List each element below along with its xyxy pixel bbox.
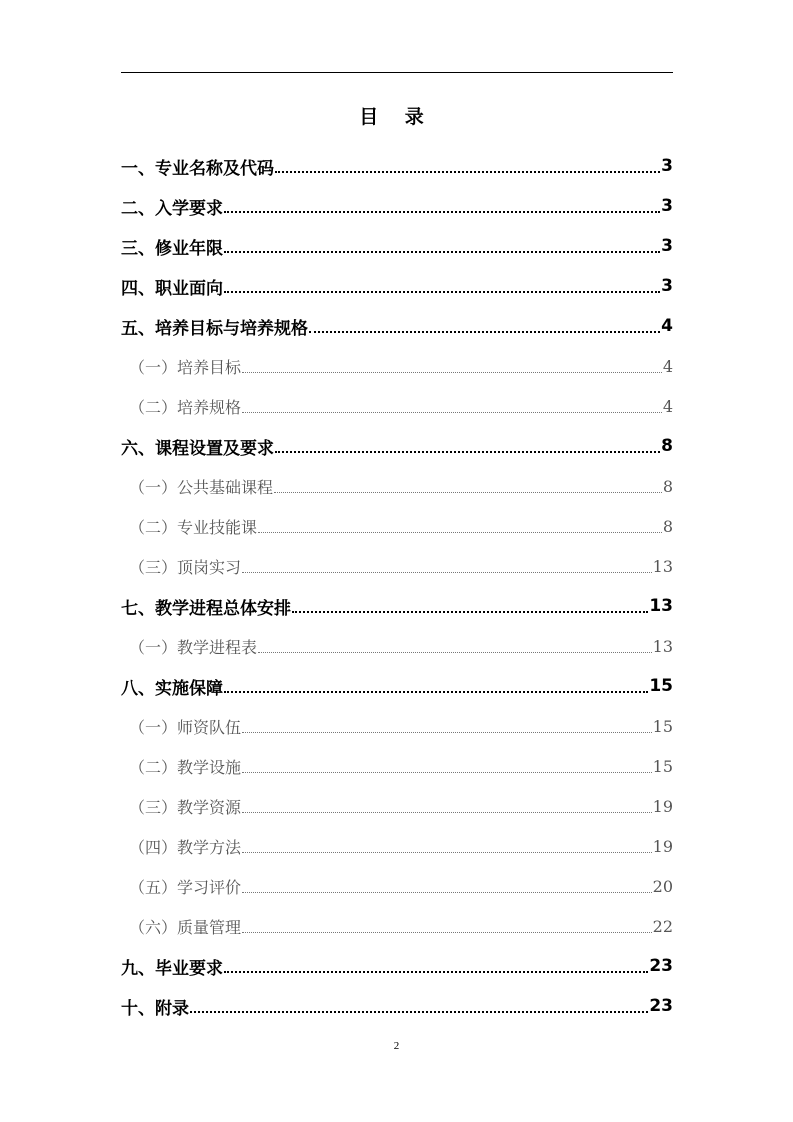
dot-leader xyxy=(190,1011,648,1013)
toc-entry-page-number: 3 xyxy=(661,236,673,256)
toc-section-link[interactable] xyxy=(121,986,673,1026)
toc-entry-label: （一）培养目标 xyxy=(129,357,242,377)
toc-entry-label: 四、职业面向 xyxy=(121,278,223,299)
toc-entry-page-number: 23 xyxy=(649,956,673,976)
toc-entry-label: （五）学习评价 xyxy=(129,877,242,897)
dot-leader xyxy=(242,932,652,933)
table-of-contents xyxy=(121,146,673,1026)
dot-leader xyxy=(224,211,660,213)
toc-entry-label: 二、入学要求 xyxy=(121,198,223,219)
dot-leader xyxy=(275,451,660,453)
toc-entry-label: 八、实施保障 xyxy=(121,678,223,699)
toc-entry-label: （一）教学进程表 xyxy=(129,637,258,657)
dot-leader xyxy=(224,691,648,693)
dot-leader xyxy=(292,611,648,613)
toc-section-link[interactable] xyxy=(121,226,673,266)
toc-entry-page-number: 3 xyxy=(661,196,673,216)
toc-subsection-link[interactable] xyxy=(121,546,673,586)
dot-leader xyxy=(242,772,652,773)
dot-leader xyxy=(274,492,662,493)
toc-section-link[interactable] xyxy=(121,426,673,466)
page-number: 2 xyxy=(393,1040,400,1052)
dot-leader xyxy=(242,572,652,573)
toc-subsection-link[interactable] xyxy=(121,346,673,386)
toc-subsection-link[interactable] xyxy=(121,626,673,666)
toc-section-link[interactable] xyxy=(121,186,673,226)
toc-subsection-link[interactable] xyxy=(121,466,673,506)
toc-section-link[interactable] xyxy=(121,146,673,186)
toc-entry-label: （一）师资队伍 xyxy=(129,717,242,737)
toc-section-link[interactable] xyxy=(121,306,673,346)
dot-leader xyxy=(242,732,652,733)
toc-entry-label: （三）教学资源 xyxy=(129,797,242,817)
toc-entry-label: （六）质量管理 xyxy=(129,917,242,937)
toc-section-link[interactable] xyxy=(121,666,673,706)
toc-entry-page-number: 4 xyxy=(661,316,673,336)
toc-entry-label: 三、修业年限 xyxy=(121,238,223,259)
toc-entry-page-number: 8 xyxy=(661,436,673,456)
toc-entry-label: 五、培养目标与培养规格 xyxy=(121,318,308,339)
toc-subsection-link[interactable] xyxy=(121,706,673,746)
dot-leader xyxy=(242,372,662,373)
dot-leader xyxy=(224,971,648,973)
dot-leader xyxy=(258,532,662,533)
toc-section-link[interactable] xyxy=(121,266,673,306)
toc-entry-page-number: 13 xyxy=(652,556,673,576)
toc-entry-label: （三）顶岗实习 xyxy=(129,557,242,577)
toc-entry-label: 十、附录 xyxy=(121,998,189,1019)
toc-entry-page-number: 15 xyxy=(652,756,673,776)
toc-subsection-link[interactable] xyxy=(121,866,673,906)
toc-entry-label: 一、专业名称及代码 xyxy=(121,158,274,179)
toc-entry-page-number: 8 xyxy=(662,516,673,536)
toc-subsection-link[interactable] xyxy=(121,906,673,946)
toc-entry-page-number: 8 xyxy=(662,476,673,496)
toc-title: 目 录 xyxy=(359,106,434,128)
toc-entry-label: （四）教学方法 xyxy=(129,837,242,857)
toc-subsection-link[interactable] xyxy=(121,826,673,866)
toc-entry-page-number: 13 xyxy=(649,596,673,616)
toc-entry-label: （二）教学设施 xyxy=(129,757,242,777)
toc-entry-label: 六、课程设置及要求 xyxy=(121,438,274,459)
toc-entry-page-number: 19 xyxy=(652,836,673,856)
toc-entry-page-number: 15 xyxy=(649,676,673,696)
toc-entry-page-number: 3 xyxy=(661,276,673,296)
dot-leader xyxy=(242,892,652,893)
toc-entry-label: 九、毕业要求 xyxy=(121,958,223,979)
dot-leader xyxy=(224,251,660,253)
toc-entry-page-number: 3 xyxy=(661,156,673,176)
toc-section-link[interactable] xyxy=(121,946,673,986)
toc-entry-label: （二）专业技能课 xyxy=(129,517,258,537)
toc-entry-page-number: 13 xyxy=(652,636,673,656)
dot-leader xyxy=(242,812,652,813)
toc-entry-page-number: 23 xyxy=(649,996,673,1016)
dot-leader xyxy=(242,852,652,853)
toc-subsection-link[interactable] xyxy=(121,506,673,546)
toc-subsection-link[interactable] xyxy=(121,786,673,826)
dot-leader xyxy=(242,412,662,413)
toc-section-link[interactable] xyxy=(121,586,673,626)
toc-entry-page-number: 4 xyxy=(662,356,673,376)
toc-entry-label: 七、教学进程总体安排 xyxy=(121,598,291,619)
toc-entry-page-number: 20 xyxy=(652,876,673,896)
dot-leader xyxy=(309,331,660,333)
toc-subsection-link[interactable] xyxy=(121,746,673,786)
toc-subsection-link[interactable] xyxy=(121,386,673,426)
dot-leader xyxy=(258,652,652,653)
toc-entry-page-number: 22 xyxy=(652,916,673,936)
toc-entry-page-number: 15 xyxy=(652,716,673,736)
toc-entry-page-number: 19 xyxy=(652,796,673,816)
toc-entry-label: （二）培养规格 xyxy=(129,397,242,417)
toc-entry-label: （一）公共基础课程 xyxy=(129,477,274,497)
dot-leader xyxy=(224,291,660,293)
header-rule xyxy=(121,72,673,73)
dot-leader xyxy=(275,171,660,173)
toc-entry-page-number: 4 xyxy=(662,396,673,416)
